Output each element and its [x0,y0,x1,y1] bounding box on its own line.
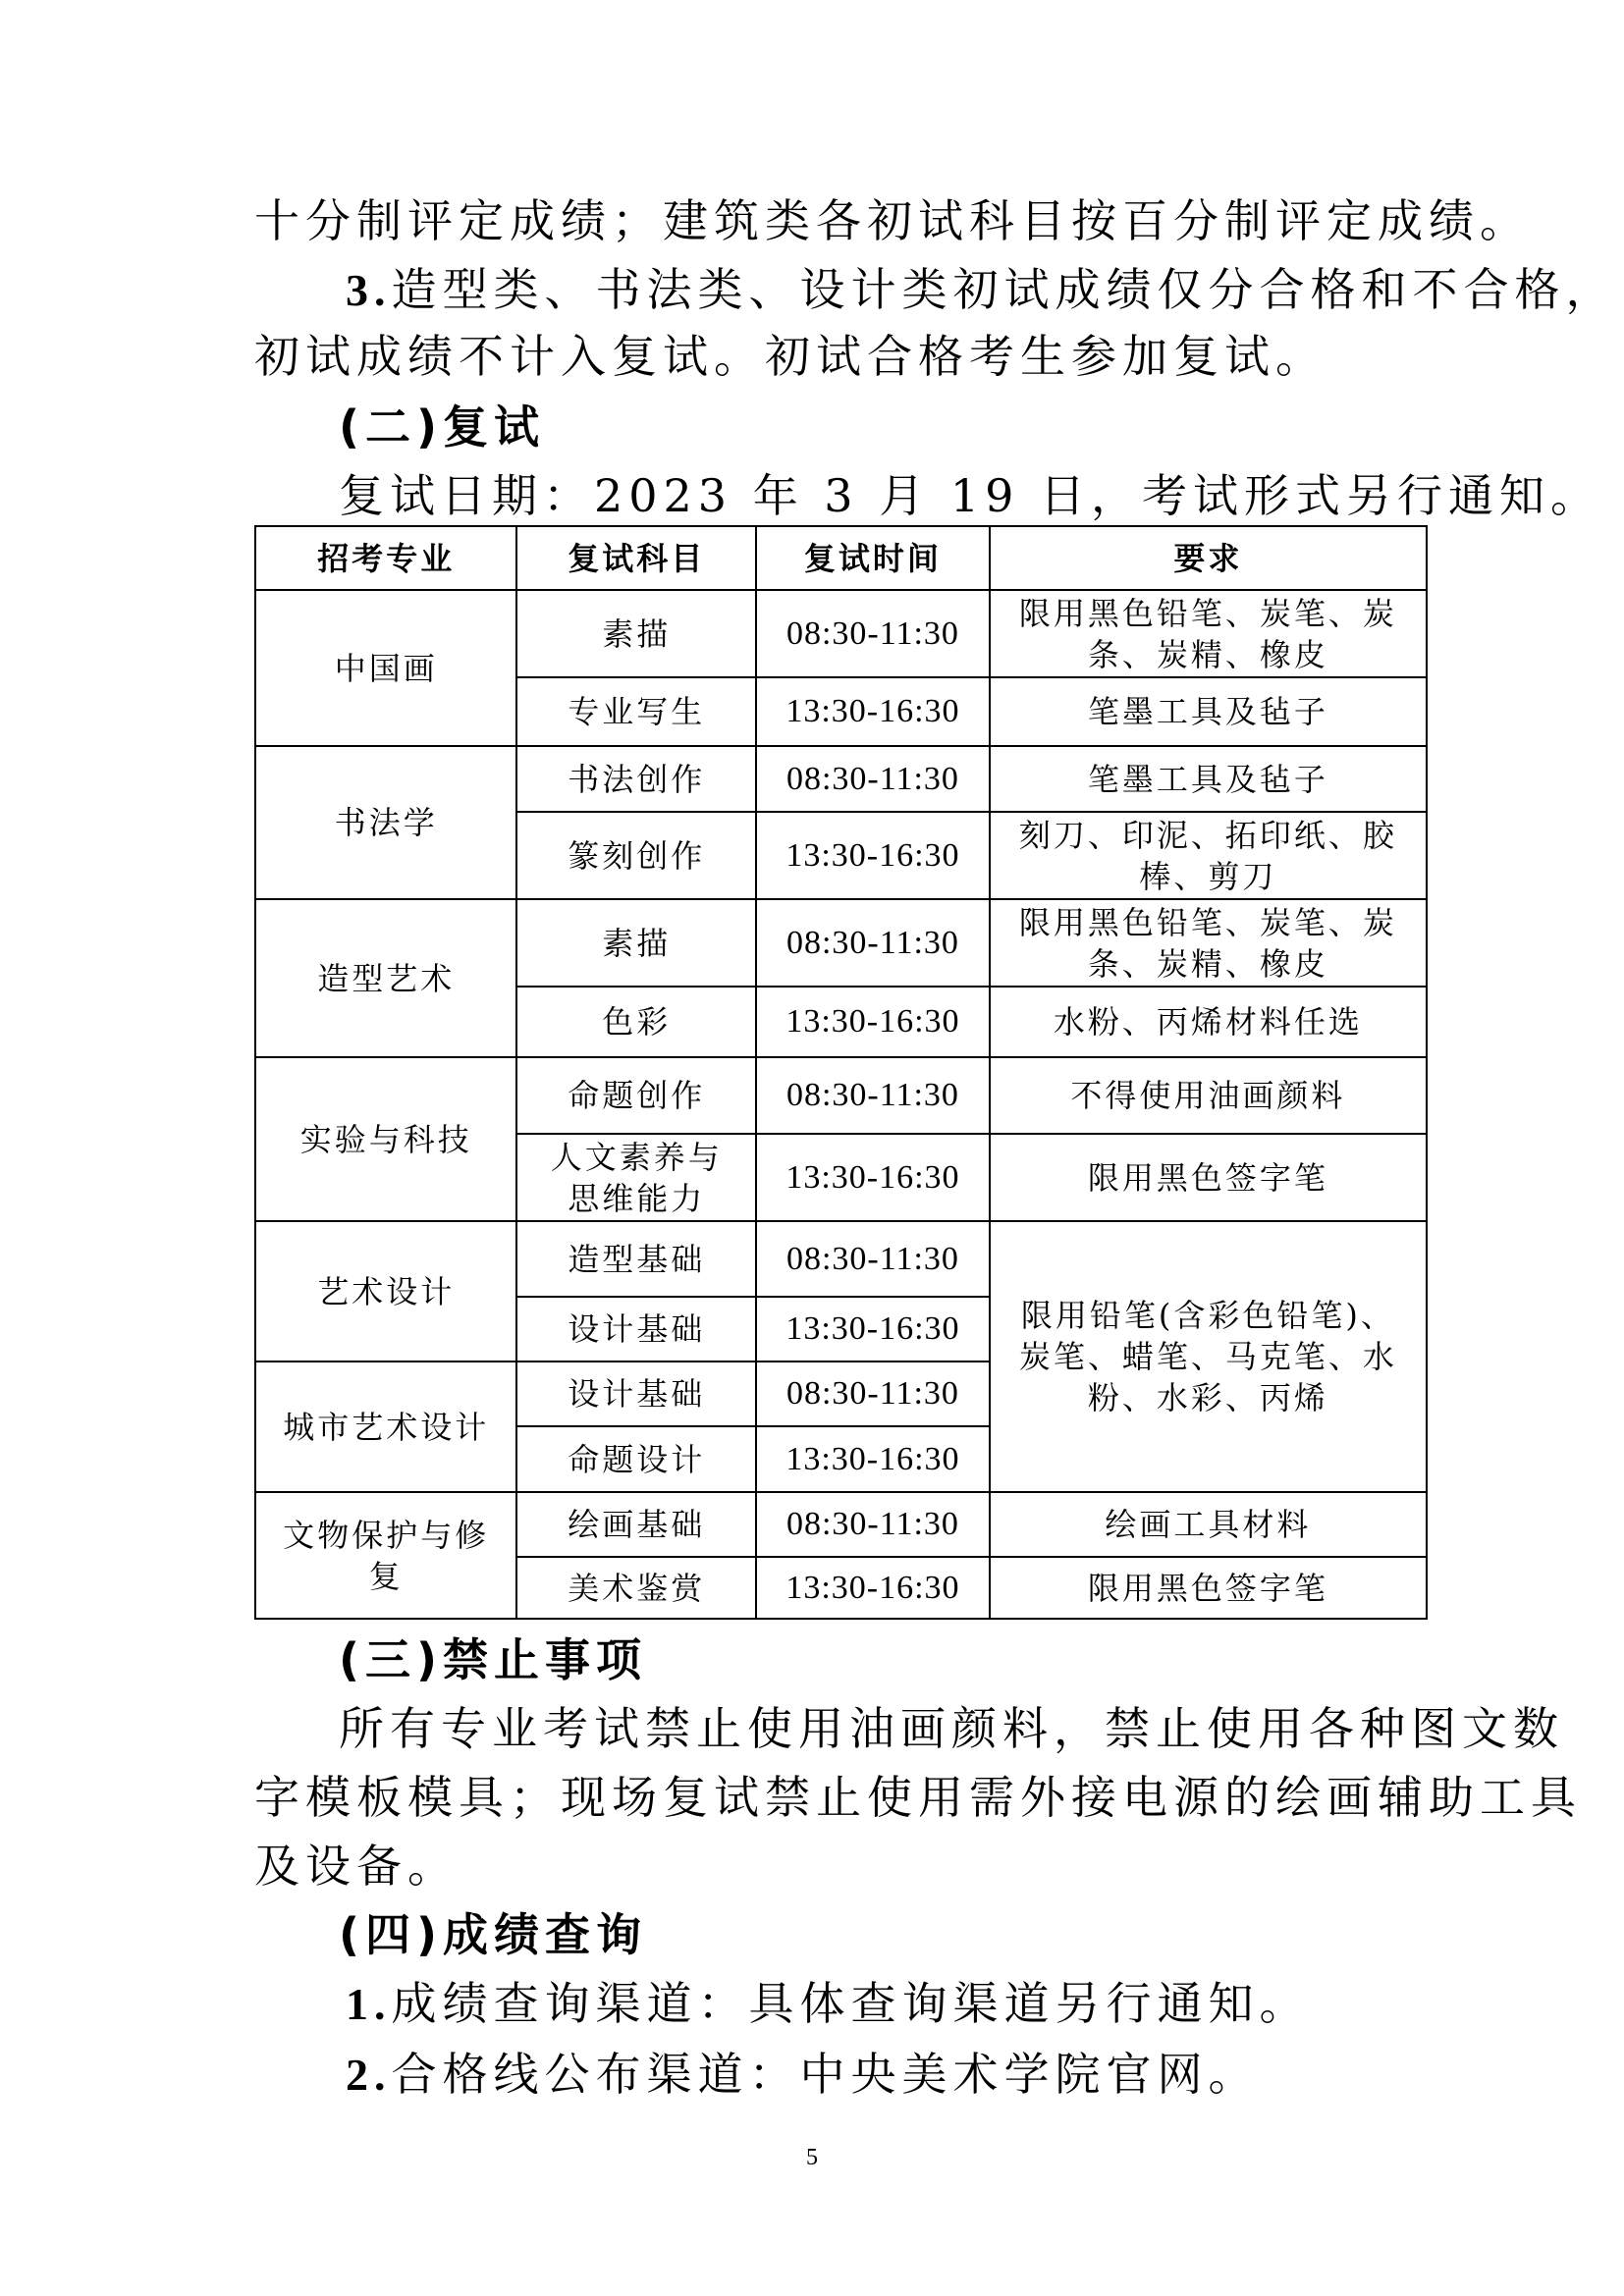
time-cell: 13:30-16:30 [756,1134,990,1221]
subject-cell: 素描 [516,899,756,987]
subject-cell: 造型基础 [516,1221,756,1297]
time-cell: 13:30-16:30 [756,1297,990,1362]
table-row [255,746,1427,812]
subject-cell: 设计基础 [516,1297,756,1362]
page-number: 5 [806,2145,818,2170]
major-cell: 城市艺术设计 [255,1362,516,1492]
time-cell: 13:30-16:30 [756,1426,990,1492]
section-heading: (三)禁止事项 [339,1633,648,1686]
shared-requirement-cell: 限用铅笔(含彩色铅笔)、炭笔、蜡笔、马克笔、水粉、水彩、丙烯 [990,1221,1427,1492]
exam-date-line: 复试日期：2023 年 3 月 19 日，考试形式另行通知。 [339,469,1601,522]
major-cell: 中国画 [255,590,516,746]
list-item [346,2040,1260,2109]
requirement-cell: 水粉、丙烯材料任选 [990,987,1427,1057]
section-heading: (四)成绩查询 [339,1908,648,1961]
time-cell: 13:30-16:30 [756,677,990,746]
header-major: 招考专业 [255,526,516,590]
time-cell: 08:30-11:30 [756,899,990,987]
subject-cell: 命题设计 [516,1426,756,1492]
paragraph-line: 初试成绩不计入复试。初试合格考生参加复试。 [254,330,1326,383]
exam-schedule-table [254,525,1428,1620]
requirement-cell: 绘画工具材料 [990,1492,1427,1557]
major-cell: 艺术设计 [255,1221,516,1362]
subject-cell: 篆刻创作 [516,812,756,899]
subject-cell: 命题创作 [516,1057,756,1134]
time-cell: 13:30-16:30 [756,812,990,899]
requirement-cell: 限用黑色签字笔 [990,1557,1427,1619]
time-cell: 08:30-11:30 [756,590,990,677]
major-cell: 造型艺术 [255,899,516,1057]
time-cell: 13:30-16:30 [756,1557,990,1619]
table-row [255,1492,1427,1557]
header-time: 复试时间 [756,526,990,590]
paragraph-text: 造型类、书法类、设计类初试成绩仅分合格和不合格， [391,263,1617,316]
header-requirement: 要求 [990,526,1427,590]
list-item [346,1969,1311,2039]
header-subject: 复试科目 [516,526,756,590]
table-row [255,1057,1427,1134]
major-cell: 书法学 [255,746,516,899]
item-number: 2. [346,2050,392,2100]
subject-cell: 美术鉴赏 [516,1557,756,1619]
table-row [255,590,1427,677]
time-cell: 08:30-11:30 [756,1492,990,1557]
subject-cell: 素描 [516,590,756,677]
table-header-row [255,526,1427,590]
paragraph-line [346,255,1617,325]
subject-cell: 书法创作 [516,746,756,812]
requirement-cell: 限用黑色铅笔、炭笔、炭条、炭精、橡皮 [990,899,1427,987]
requirement-cell: 限用黑色签字笔 [990,1134,1427,1221]
subject-cell: 绘画基础 [516,1492,756,1557]
section-heading: (二)复试 [339,400,546,454]
time-cell: 08:30-11:30 [756,1057,990,1134]
item-number: 1. [346,1979,392,2029]
paragraph-line: 字模板模具；现场复试禁止使用需外接电源的绘画辅助工具 [254,1771,1582,1824]
list-item-text: 合格线公布渠道：中央美术学院官网。 [391,2048,1260,2101]
table-row [255,899,1427,987]
item-number: 3. [346,265,392,315]
requirement-cell: 笔墨工具及毡子 [990,677,1427,746]
paragraph-line: 及设备。 [254,1840,459,1893]
time-cell: 08:30-11:30 [756,1362,990,1426]
time-cell: 13:30-16:30 [756,987,990,1057]
requirement-cell: 刻刀、印泥、拓印纸、胶棒、剪刀 [990,812,1427,899]
table-row [255,1221,1427,1297]
list-item-text: 成绩查询渠道：具体查询渠道另行通知。 [391,1977,1311,2030]
time-cell: 08:30-11:30 [756,1221,990,1297]
major-cell: 实验与科技 [255,1057,516,1221]
subject-cell: 人文素养与思维能力 [516,1134,756,1221]
subject-cell: 设计基础 [516,1362,756,1426]
subject-cell: 色彩 [516,987,756,1057]
major-cell: 文物保护与修复 [255,1492,516,1619]
subject-cell: 专业写生 [516,677,756,746]
requirement-cell: 不得使用油画颜料 [990,1057,1427,1134]
paragraph-line: 所有专业考试禁止使用油画颜料，禁止使用各种图文数 [339,1702,1564,1755]
requirement-cell: 限用黑色铅笔、炭笔、炭条、炭精、橡皮 [990,590,1427,677]
requirement-cell: 笔墨工具及毡子 [990,746,1427,812]
time-cell: 08:30-11:30 [756,746,990,812]
paragraph-line: 十分制评定成绩；建筑类各初试科目按百分制评定成绩。 [254,194,1531,247]
